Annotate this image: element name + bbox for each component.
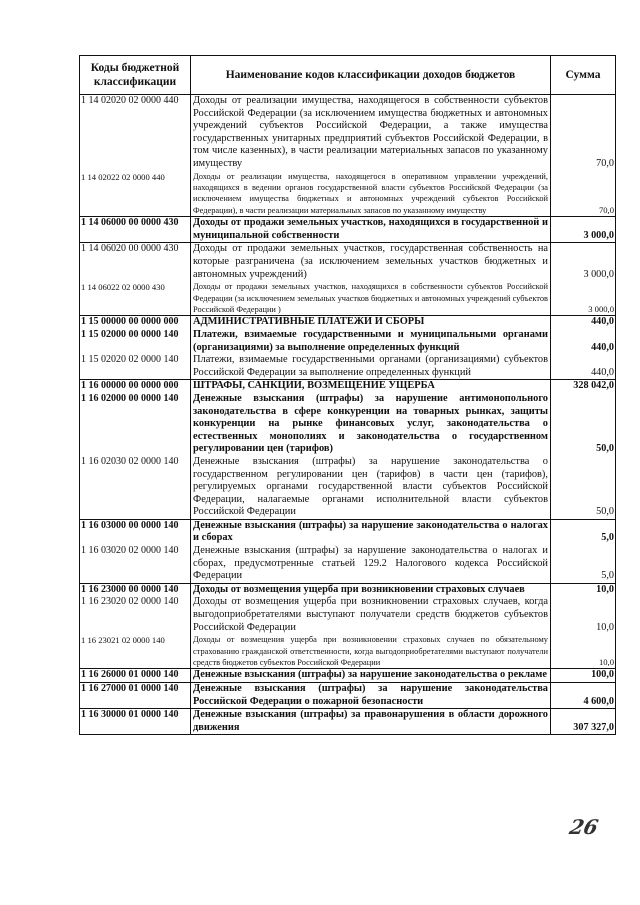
table-row — [80, 519, 616, 545]
row-amount: 328 042,0 — [551, 380, 616, 393]
table-row — [80, 669, 616, 683]
row-code: 1 15 02020 02 0000 140 — [80, 354, 191, 380]
row-name: Доходы от реализации имущества, находящегося в собственности субъектов Российской Федерации (за исключением имущества бюджетных и автономных учреждений субъектов Российской Федерации, а также имущества государственных унитарных предприятий субъектов Российской Федерации, в том числе казенных), в части реализации материальных запасов по указанному имуществу — [191, 95, 551, 171]
table-row — [80, 243, 616, 281]
row-amount: 70,0 — [551, 171, 616, 217]
row-amount: 10,0 — [551, 583, 616, 596]
table-row — [80, 709, 616, 735]
table-row — [80, 683, 616, 709]
row-name: Денежные взыскания (штрафы) за нарушение антимонопольного законодательства в сфере конкуренции на товарных рынках, защиты конкуренции на рынке финансовых услуг, законодательства о естественных монополиях и законодательства о государственном регулировании цен (тарифов) — [191, 393, 551, 456]
row-code: 1 14 02020 02 0000 440 — [80, 95, 191, 171]
row-code: 1 14 06000 00 0000 430 — [80, 217, 191, 243]
row-code: 1 16 23000 00 0000 140 — [80, 583, 191, 596]
row-amount: 10,0 — [551, 634, 616, 669]
budget-revenue-table — [79, 55, 616, 735]
row-name: АДМИНИСТРАТИВНЫЕ ПЛАТЕЖИ И СБОРЫ — [191, 316, 551, 329]
table-header-row — [80, 56, 616, 95]
row-code: 1 16 03000 00 0000 140 — [80, 519, 191, 545]
row-code: 1 16 23020 02 0000 140 — [80, 596, 191, 634]
row-amount: 50,0 — [551, 393, 616, 456]
row-name: ШТРАФЫ, САНКЦИИ, ВОЗМЕЩЕНИЕ УЩЕРБА — [191, 380, 551, 393]
row-name: Доходы от продажи земельных участков, находящихся в государственной и муниципальной собственности — [191, 217, 551, 243]
row-name: Доходы от продажи земельных участков, государственная собственность на которые разграничена (за исключением земельных участков бюджетных и автономных учреждений) — [191, 243, 551, 281]
table-row — [80, 281, 616, 316]
row-code: 1 16 23021 02 0000 140 — [80, 634, 191, 669]
row-name: Доходы от возмещения ущерба при возникновении страховых случаев, когда выгодоприобретателями выступают получатели средств бюджетов субъектов Российской Федерации — [191, 596, 551, 634]
row-code: 1 16 00000 00 0000 000 — [80, 380, 191, 393]
row-name: Платежи, взимаемые государственными и муниципальными органами (организациями) за выполнение определенных функций — [191, 329, 551, 354]
header-name: Наименование кодов классификации доходов бюджетов — [191, 56, 551, 95]
row-amount: 5,0 — [551, 545, 616, 583]
row-name: Доходы от реализации имущества, находящегося в оперативном управлении учреждений, находящихся в ведении органов государственной власти субъектов Российской Федерации (за исключением имущества бюджетных и автономных учреждений субъектов Российской Федерации), в части реализации материальных запасов по указанному имуществу — [191, 171, 551, 217]
table-row — [80, 456, 616, 519]
table-row — [80, 634, 616, 669]
row-code: 1 16 03020 02 0000 140 — [80, 545, 191, 583]
row-amount: 10,0 — [551, 596, 616, 634]
row-name: Доходы от возмещения ущерба при возникновении страховых случаев — [191, 583, 551, 596]
row-name: Денежные взыскания (штрафы) за нарушение законодательства Российской Федерации о пожарной безопасности — [191, 683, 551, 709]
row-amount: 50,0 — [551, 456, 616, 519]
row-amount: 70,0 — [551, 95, 616, 171]
page-number: 26 — [567, 815, 601, 839]
row-amount: 307 327,0 — [551, 709, 616, 735]
table-row — [80, 393, 616, 456]
table-row — [80, 95, 616, 171]
row-amount: 3 000,0 — [551, 217, 616, 243]
table-row — [80, 380, 616, 393]
row-amount: 440,0 — [551, 354, 616, 380]
row-name: Денежные взыскания (штрафы) за нарушение законодательства о налогах и сборах, предусмотренные статьей 129.2 Налогового кодекса Российской Федерации — [191, 545, 551, 583]
row-code: 1 16 02030 02 0000 140 — [80, 456, 191, 519]
row-code: 1 16 27000 01 0000 140 — [80, 683, 191, 709]
table-row — [80, 545, 616, 583]
table-row — [80, 583, 616, 596]
row-name: Денежные взыскания (штрафы) за нарушение законодательства о рекламе — [191, 669, 551, 683]
row-name: Денежные взыскания (штрафы) за нарушение законодательства о государственном регулировании цен (тарифов) в части цен (тарифов), регулируемых органами государственной власти субъектов Российской Федерации, налагаемые органами исполнительной власти субъектов Российской Федерации — [191, 456, 551, 519]
table-row — [80, 354, 616, 380]
row-amount: 5,0 — [551, 519, 616, 545]
row-code: 1 16 26000 01 0000 140 — [80, 669, 191, 683]
row-amount: 100,0 — [551, 669, 616, 683]
row-amount: 3 000,0 — [551, 281, 616, 316]
table-row — [80, 596, 616, 634]
row-name: Доходы от возмещения ущерба при возникновении страховых случаев по обязательному страхованию гражданской ответственности, когда выгодоприобретателями выступают получатели средств бюджетов субъектов Российской Федерации — [191, 634, 551, 669]
table-row — [80, 171, 616, 217]
row-code: 1 14 02022 02 0000 440 — [80, 171, 191, 217]
row-name: Денежные взыскания (штрафы) за нарушение законодательства о налогах и сборах — [191, 519, 551, 545]
row-name: Платежи, взимаемые государственными органами (организациями) субъектов Российской Федерации за выполнение определенных функций — [191, 354, 551, 380]
row-name: Денежные взыскания (штрафы) за правонарушения в области дорожного движения — [191, 709, 551, 735]
row-name: Доходы от продажи земельных участков, находящихся в собственности субъектов Российской Федерации (за исключением земельных участков бюджетных и автономных учреждений субъектов Российской Федерации ) — [191, 281, 551, 316]
table-row — [80, 316, 616, 329]
table-row — [80, 329, 616, 354]
row-code: 1 14 06020 00 0000 430 — [80, 243, 191, 281]
row-amount: 4 600,0 — [551, 683, 616, 709]
header-code: Коды бюджетной классификации — [80, 56, 191, 95]
row-amount: 440,0 — [551, 329, 616, 354]
row-code: 1 16 02000 00 0000 140 — [80, 393, 191, 456]
row-code: 1 14 06022 02 0000 430 — [80, 281, 191, 316]
table-row — [80, 217, 616, 243]
row-code: 1 16 30000 01 0000 140 — [80, 709, 191, 735]
row-amount: 3 000,0 — [551, 243, 616, 281]
row-code: 1 15 02000 00 0000 140 — [80, 329, 191, 354]
header-amount: Сумма — [551, 56, 616, 95]
row-amount: 440,0 — [551, 316, 616, 329]
row-code: 1 15 00000 00 0000 000 — [80, 316, 191, 329]
